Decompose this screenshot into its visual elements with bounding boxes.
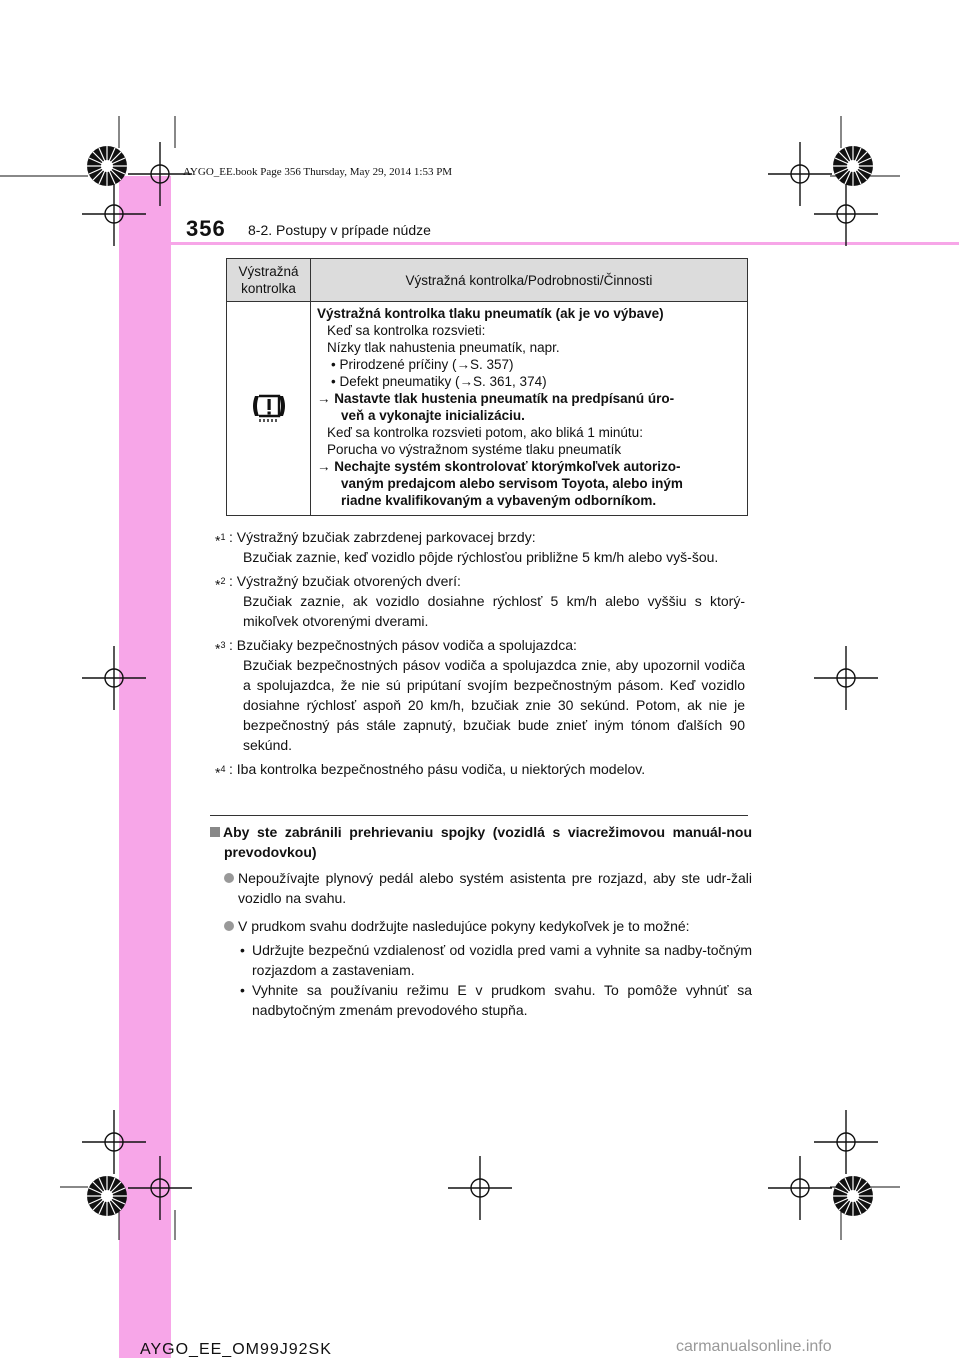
cause-bullet: • Defekt pneumatiky (→S. 361, 374) bbox=[331, 374, 547, 389]
list-item: V prudkom svahu dodržujte nasledujúce pokyny kedykoľvek je to možné: bbox=[210, 916, 752, 936]
footnote-key: *$^4$ bbox=[215, 764, 226, 781]
action-line bbox=[317, 390, 742, 424]
list-item: Nepoužívajte plynový pedál alebo systém asistenta pre rozjazd, aby ste udr-žali vozidlo na svahu. bbox=[210, 868, 752, 908]
book-file-info: AYGO_EE.book Page 356 Thursday, May 29, 2014 1:53 PM bbox=[183, 166, 453, 178]
sub-list-item: • Udržujte bezpečnú vzdialenosť od vozidla pred vami a vyhnite sa nadby-točným rozjazdom a zastaveniam. bbox=[240, 942, 752, 978]
round-bullet-icon bbox=[224, 873, 234, 883]
table-row bbox=[227, 302, 748, 516]
round-bullet-icon bbox=[224, 921, 234, 931]
square-bullet-icon bbox=[210, 827, 220, 837]
footnote-key: *$^3$ bbox=[215, 640, 226, 657]
table-icon-cell bbox=[227, 302, 311, 516]
footnote-key: *$^2$ bbox=[215, 576, 226, 593]
footnotes bbox=[215, 527, 745, 783]
footnote bbox=[215, 571, 745, 631]
action-text-cont: vaným predajcom alebo servisom Toyota, alebo iným bbox=[341, 476, 683, 491]
footnote-title: : Výstražný bzučiak zabrzdenej parkovacej brzdy: bbox=[229, 529, 536, 545]
footnote-title: : Iba kontrolka bezpečnostného pásu vodiča, u niektorých modelov. bbox=[229, 761, 646, 777]
footnote-text: Bzučiak zaznie, ak vozidlo dosiahne rýchlosť 5 km/h alebo vyššiu s ktorý-mikoľvek otvorenými dverami. bbox=[243, 593, 745, 629]
footnote-text: Bzučiak zaznie, keď vozidlo pôjde rýchlosťou približne 5 km/h alebo vyš-šou. bbox=[243, 549, 719, 565]
page-number: 356 bbox=[186, 216, 226, 241]
watermark: carmanualsonline.info bbox=[676, 1338, 832, 1355]
warning-title: Výstražná kontrolka tlaku pneumatík (ak je vo výbave) bbox=[317, 306, 664, 321]
table-header-light: Výstražná kontrolka bbox=[227, 259, 311, 302]
section-divider bbox=[210, 815, 748, 816]
condition-line: Keď sa kontrolka rozsvieti: bbox=[327, 323, 486, 338]
action-text-cont: riadne kvalifikovaným a vybaveným odborníkom. bbox=[341, 493, 657, 508]
warning-light-table bbox=[226, 258, 748, 516]
document-code: AYGO_EE_OM99J92SK bbox=[140, 1341, 332, 1358]
table-header-details: Výstražná kontrolka/Podrobnosti/Činnosti bbox=[311, 259, 748, 302]
table-description-cell bbox=[311, 302, 748, 516]
sub-list-item: • Vyhnite sa používaniu režimu E v prudkom svahu. To pomôže vyhnúť sa nadbytočným zmenám prevodového stupňa. bbox=[240, 982, 752, 1018]
section-heading: Aby ste zabránili prehrievaniu spojky (vozidlá s viacrežimovou manuál-nou prevodovkou) bbox=[210, 822, 752, 862]
action-text: → Nastavte tlak hustenia pneumatík na predpísanú úro- bbox=[317, 391, 675, 406]
table-header-row bbox=[227, 259, 748, 302]
footnote-key: *$^1$ bbox=[215, 532, 226, 549]
cause-line: Porucha vo výstražnom systéme tlaku pneumatík bbox=[327, 442, 622, 457]
cause-bullet: • Prirodzené príčiny (→S. 357) bbox=[331, 357, 514, 372]
section-title: 8-2. Postupy v prípade núdze bbox=[248, 222, 431, 238]
action-line bbox=[317, 458, 742, 509]
footnote-title: : Bzučiaky bezpečnostných pásov vodiča a spolujazdca: bbox=[229, 637, 577, 653]
clutch-overheat-section bbox=[210, 822, 752, 1020]
cause-line: Nízky tlak nahustenia pneumatík, napr. bbox=[327, 340, 560, 355]
footnote-title: : Výstražný bzučiak otvorených dverí: bbox=[229, 573, 461, 589]
action-text-cont: veň a vykonajte inicializáciu. bbox=[341, 408, 525, 423]
tire-pressure-warning-icon bbox=[245, 388, 293, 426]
action-text: → Nechajte systém skontrolovať ktorýmkoľvek autorizo- bbox=[317, 459, 681, 474]
condition-line: Keď sa kontrolka rozsvieti potom, ako bliká 1 minútu: bbox=[327, 425, 643, 440]
footnote bbox=[215, 527, 745, 567]
footnote-text: Bzučiak bezpečnostných pásov vodiča a spolujazdca znie, aby upozornil vodiča a spolujazdca, že nie sú pripútaní svojím bezpečnostným pásom. Keď vozidlo dosiahne rýchlosť aspoň 20 km/h, bzučiak znie 30 sekúnd. Potom, ak nie je bezpečnostný pás stále zapnutý, bzučiak bude znieť iným tónom ďalších 90 sekúnd. bbox=[243, 657, 745, 753]
footnote bbox=[215, 759, 745, 779]
footnote bbox=[215, 635, 745, 755]
